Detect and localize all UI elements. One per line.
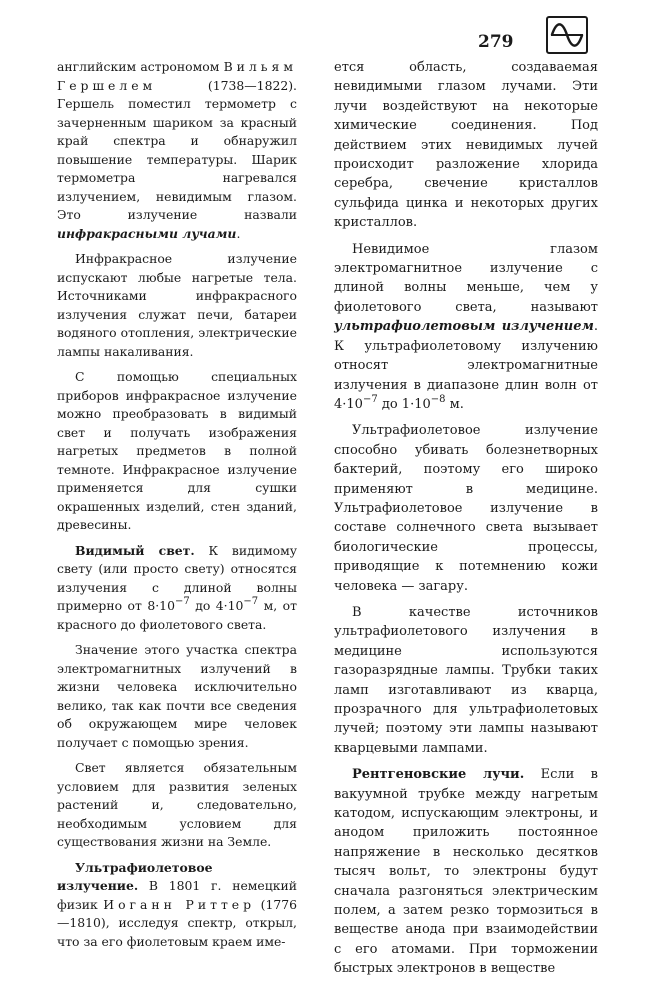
paragraph-uv-medicine: Ультрафиолетовое излучение способно убивать болезнетворных бактерий, поэтому его широко применяют в медицине. Ультрафиолетовое излучение в составе солнечного света вызывает биологические процессы, приводящие к потемнению кожи человека — загару. xyxy=(334,423,598,594)
paragraph-uv-definition: Невидимое глазом электромагнитное излучение с длиной волны меньше, чем у фиолетового света, называют ультрафиолетовым излучением. К ультрафиолетовому излучению относят электромагнитные излучения в диапазоне длин волн от $4\cdot 10^{-7}$ до $1\cdot 10^{-8}$ м. xyxy=(334,241,598,412)
heading-visible-light: Видимый свет. xyxy=(75,542,195,558)
right-column xyxy=(334,58,598,979)
paragraph-uv-lamps: В качестве источников ультрафиолетового излучения в медицине используются газоразрядные лампы. Трубки таких ламп изготавливают из кварца, прозрачного для ультрафиолетовых лучей; поэтому эти лампы называют кварцевыми лампами. xyxy=(334,604,598,756)
term-infrared-rays: инфракрасными лучами xyxy=(57,225,237,241)
paragraph-infrared-sources: Инфракрасное излучение испускают любые нагретые тела. Источниками инфракрасного излучения служат печи, батареи водяного отопления, электрические лампы накаливания. xyxy=(57,251,297,359)
term-ultraviolet-radiation: ультрафиолетовым излучением xyxy=(334,319,594,335)
paragraph-ultraviolet-intro: Ультрафиолетовое излучение. В 1801 г. немецкий физик Иоганн Риттер (1776—1810), исследуя спектр, открыл, что за его фиолетовым краем име- xyxy=(57,859,298,949)
paragraph-light-importance: Значение этого участка спектра электромагнитных излучений в жизни человека исключительно велико, так как почти все сведения об окружающем мире человек получает с помощью зрения. xyxy=(57,642,297,750)
paragraph-light-plants: Свет является обязательным условием для развития зеленых растений и, следовательно, необходимым условием для существования жизни на Земле. xyxy=(57,760,297,849)
name-herschel: Вильям Гершелем xyxy=(57,59,297,93)
name-ritter: Иоганн Риттер xyxy=(103,896,256,912)
heading-ultraviolet: Ультрафиолетовое излучение. xyxy=(57,859,213,893)
page-number: 279 xyxy=(478,32,514,52)
paragraph-visible-light: Видимый свет. К видимому свету (или просто свету) относятся излучения с длиной волны примерно от $8\cdot 10^{-7}$ до $4\cdot 10^{-7}$ м, от красного до фиолетового света. xyxy=(57,542,297,632)
left-column xyxy=(57,58,297,951)
heading-x-rays: Рентгеновские лучи. xyxy=(352,767,525,783)
paragraph-infrared-devices: С помощью специальных приборов инфракрасное излучение можно преобразовать в видимый свет и получать изображения нагретых предметов в полной темноте. Инфракрасное излучение применяется для сушки окрашенных изделий, стен зданий, древесины. xyxy=(57,369,297,532)
paragraph-herschel: английским астрономом Вильям Гершелем (1738—1822). Гершель поместил термометр с зачерненным шариком за красный край спектра и обнаружил повышение температуры. Шарик термометра нагревался излучением, невидимым глазом. Это излучение назвали инфракрасными лучами. xyxy=(57,59,297,241)
paragraph-invisible-rays: ется область, создаваемая невидимыми глазом лучами. Эти лучи воздействуют на некоторые химические соединения. Под действием этих невидимых лучей происходит разложение хлорида серебра, свечение кристаллов сульфида цинка и некоторых других кристаллов. xyxy=(334,60,598,231)
sine-wave-icon xyxy=(546,16,588,54)
paragraph-x-rays: Рентгеновские лучи. Если в вакуумной трубке между нагретым катодом, испускающим электроны, и анодом приложить постоянное напряжение в несколько десятков тысяч вольт, то электроны будут сначала разгоняться электрическим полем, а затем резко тормозиться в веществе анода при взаимодействии с его атомами. При торможении быстрых электронов в веществе xyxy=(334,767,598,977)
